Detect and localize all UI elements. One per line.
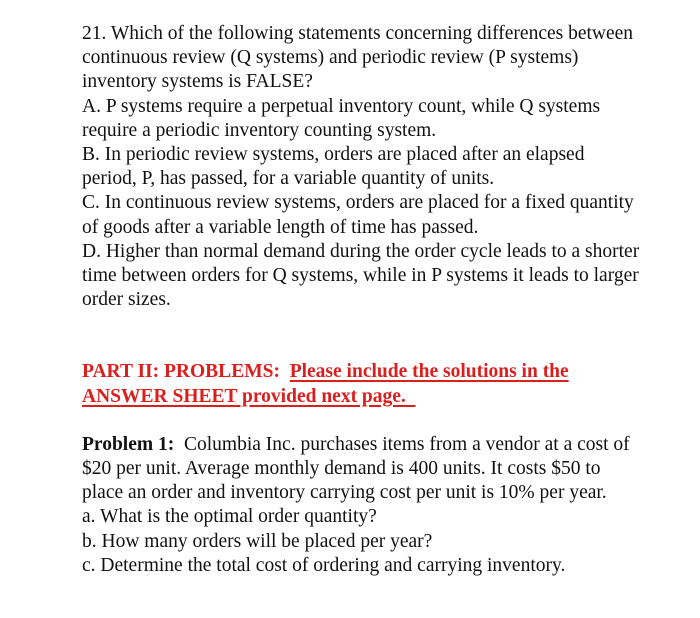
problem-1-description: Columbia Inc. purchases items from a vendor at a cost of $20 per unit. Average monthly demand is 400 units. It costs $50 to place an order and inventory carrying cost per unit is 10% per year. (82, 433, 630, 504)
problem-item-c: c. Determine the total cost of ordering and carrying inventory. (82, 554, 566, 576)
option-c: C. In continuous review systems, orders are placed for a fixed quantity of goods after a variable length of time has passed. (82, 192, 634, 238)
problem-1-statement (82, 433, 642, 506)
part-ii-heading (82, 360, 642, 408)
option-b: B. In periodic review systems, orders are placed after an elapsed period, P, has passed, for a variable quantity of units. (82, 144, 585, 190)
question-stem: 21. Which of the following statements concerning differences between continuous review (Q systems) and periodic review (P systems) inventory systems is FALSE? (82, 23, 634, 93)
problem-item-a: a. What is the optimal order quantity? (82, 506, 377, 528)
underline-padding (406, 386, 416, 407)
answer-sheet-instruction: Please include the solutions in the ANSWER SHEET provided next page. (82, 361, 569, 407)
document-page (82, 22, 642, 578)
problem-1-label: Problem 1: (82, 433, 175, 455)
option-a: A. P systems require a perpetual inventory count, while Q systems require a periodic inventory counting system. (82, 95, 601, 141)
question-21 (82, 22, 642, 312)
part-ii-label: PART II: PROBLEMS: (82, 361, 280, 383)
problem-1 (82, 433, 642, 578)
option-d: D. Higher than normal demand during the order cycle leads to a shorter time between orders for Q systems, while in P systems it leads to larger order sizes. (82, 240, 640, 311)
problem-item-b: b. How many orders will be placed per year? (82, 530, 433, 552)
